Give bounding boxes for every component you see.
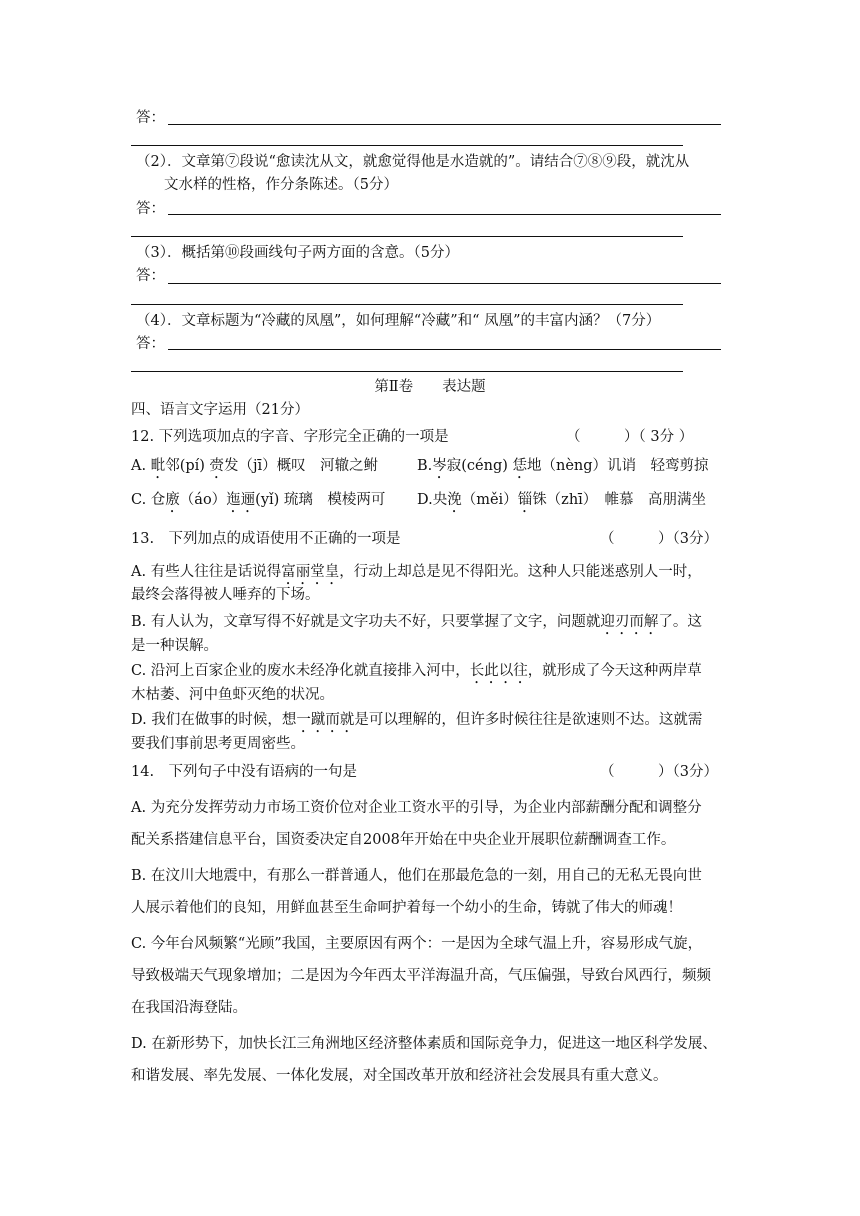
question-13-score: （ ）（3分） [600,531,718,547]
q13-option-a-cont: 最终会落得被人唾弃的下场。 [131,587,320,603]
q14-option-c-cont: 导致极端天气现象增加；二是因为今年西太平洋海温升高，气压偏强，导致台风西行，频频 [131,968,711,984]
q13-option-c: C. 沿河上百家企业的废水未经净化就直接排入河中，长此以往，就形成了今天这种两岸草 [131,663,702,679]
q14-option-a-cont: 配关系搭建信息平台，国资委决定自2008年开始在中央企业开展职位薪酬调查工作。 [131,832,676,848]
q14-option-c: C. 今年台风频繁“光顾”我国，主要原因有两个：一是因为全球气温上升，容易形成气旋， [131,936,703,952]
question-14-stem: 14. 下列句子中没有语病的一句是 [131,764,358,780]
answer-label: 答： [136,110,165,126]
q14-option-d: D. 在新形势下，加快长江三角洲地区经济整体素质和国际竞争力，促进这一地区科学发展、 [131,1036,717,1052]
section-title: 第Ⅱ卷 表达题 [374,379,486,395]
q13-option-d: D. 我们在做事的时候，想一蹴而就是可以理解的，但许多时候往往是欲速则不达。这就需 [131,712,703,728]
section-heading: 四、语言文字运用（21分） [131,402,309,418]
q14-option-b-cont: 人展示着他们的良知，用鲜血甚至生命呵护着每一个幼小的生命，铸就了伟大的师魂！ [131,900,682,916]
question-4-text: （4）．文章标题为“冷藏的凤凰”，如何理解“冷藏”和“ 凤凰”的丰富内涵？（7分） [136,313,661,329]
q14-option-b: B. 在汶川大地震中，有那么一群普通人，他们在那最危急的一刻，用自己的无私无畏向世 [131,868,702,884]
q13-option-b: B. 有人认为，文章写得不好就是文字功夫不好，只要掌握了文字，问题就迎刃而解了。这 [131,614,702,630]
q13-option-d-cont: 要我们事前思考更周密些。 [131,736,305,752]
answer-label: 答： [136,268,165,284]
answer-line[interactable] [168,124,721,125]
question-3-text: （3）．概括第⑩段画线句子两方面的含意。（5分） [136,245,459,261]
q13-option-a: A. 有些人往往是话说得富丽堂皇，行动上却总是见不得阳光。这种人只能迷惑别人一时， [131,564,702,580]
question-2-text-cont: 文水样的性格，作分条陈述。（5分） [164,177,398,193]
answer-line[interactable] [131,145,683,146]
q12-option-a: A. 毗邻(pí) 赍发（jī）概叹 河辙之鲋 [131,458,379,474]
answer-line[interactable] [168,214,721,215]
answer-label: 答： [136,201,165,217]
answer-label: 答： [136,336,165,352]
q13-option-b-cont: 是一种误解。 [131,638,218,654]
q13-option-c-cont: 木枯萎、河中鱼虾灭绝的状况。 [131,687,334,703]
question-2-text: （2）．文章第⑦段说“愈读沈从文，就愈觉得他是水造就的”。请结合⑦⑧⑨段，就沈从 [136,154,690,170]
q14-option-a: A. 为充分发挥劳动力市场工资价位对企业工资水平的引导，为企业内部薪酬分配和调整分 [131,800,702,816]
q12-option-c: C. 仓廒（áo）迤逦(yǐ) 琉璃 模棱两可 [131,492,386,508]
question-12-stem: 12. 下列选项加点的字音、字形完全正确的一项是 [131,429,449,445]
question-14-score: （ ）（3分） [600,764,718,780]
q12-option-b: B.岑寂(céng) 恁地（nèng）讥诮 轻鸾剪掠 [417,458,709,474]
q14-option-c-cont2: 在我国沿海登陆。 [131,1000,247,1016]
answer-line[interactable] [168,349,721,350]
answer-line[interactable] [131,236,683,237]
answer-line[interactable] [131,304,683,305]
answer-line[interactable] [131,371,683,372]
question-12-score: （ ）（ 3分 ） [566,429,694,445]
q12-option-d: D.央浼（měi）锱铢（zhī） 帷慕 高朋满坐 [417,492,707,508]
question-13-stem: 13. 下列加点的成语使用不正确的一项是 [131,531,401,547]
q14-option-d-cont: 和谐发展、率先发展、一体化发展，对全国改革开放和经济社会发展具有重大意义。 [131,1068,668,1084]
answer-line[interactable] [168,283,721,284]
